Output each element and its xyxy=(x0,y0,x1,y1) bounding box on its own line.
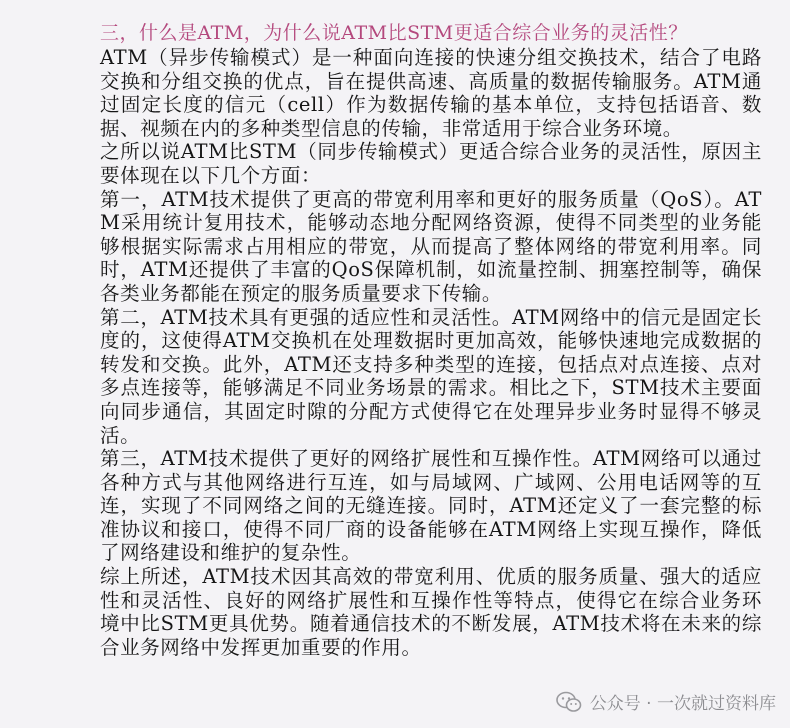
paragraph-intro: ATM（异步传输模式）是一种面向连接的快速分组交换技术，结合了电路交换和分组交换的优点，旨在提供高速、高质量的数据传输服务。ATM通过固定长度的信元（cell）作为数据传输的基本单位，支持包括语音、数据、视频在内的多种类型信息的传输，非常适用于综合业务环境。 xyxy=(100,46,762,140)
paragraph-third: 第三，ATM技术提供了更好的网络扩展性和互操作性。ATM网络可以通过各种方式与其他网络进行互连，如与局域网、广域网、公用电话网等的互连，实现了不同网络之间的无缝连接。同时，ATM还定义了一套完整的标准协议和接口，使得不同厂商的设备能够在ATM网络上实现互操作，降低了网络建设和维护的复杂性。 xyxy=(100,447,762,565)
paragraph-summary: 综上所述，ATM技术因其高效的带宽利用、优质的服务质量、强大的适应性和灵活性、良好的网络扩展性和互操作性等特点，使得它在综合业务环境中比STM更具优势。随着通信技术的不断发展，ATM技术将在未来的综合业务网络中发挥更加重要的作用。 xyxy=(100,565,762,659)
watermark-text: 公众号 · 一次就过资料库 xyxy=(589,694,776,714)
paragraph-second: 第二，ATM技术具有更强的适应性和灵活性。ATM网络中的信元是固定长度的，这使得ATM交换机在处理数据时更加高效，能够快速地完成数据的转发和交换。此外，ATM还支持多种类型的连接，包括点对点连接、点对多点连接等，能够满足不同业务场景的需求。相比之下，STM技术主要面向同步通信，其固定时隙的分配方式使得它在处理异步业务时显得不够灵活。 xyxy=(100,305,762,447)
wechat-icon xyxy=(556,691,582,713)
section-heading: 三，什么是ATM，为什么说ATM比STM更适合综合业务的灵活性？ xyxy=(100,22,688,44)
paragraph-reason-lead: 之所以说ATM比STM（同步传输模式）更适合综合业务的灵活性，原因主要体现在以下几个方面： xyxy=(100,140,762,187)
wechat-watermark xyxy=(556,689,776,714)
paragraph-first: 第一，ATM技术提供了更高的带宽利用率和更好的服务质量（QoS）。ATM采用统计复用技术，能够动态地分配网络资源，使得不同类型的业务能够根据实际需求占用相应的带宽，从而提高了整体网络的带宽利用率。同时，ATM还提供了丰富的QoS保障机制，如流量控制、拥塞控制等，确保各类业务都能在预定的服务质量要求下传输。 xyxy=(100,187,762,305)
